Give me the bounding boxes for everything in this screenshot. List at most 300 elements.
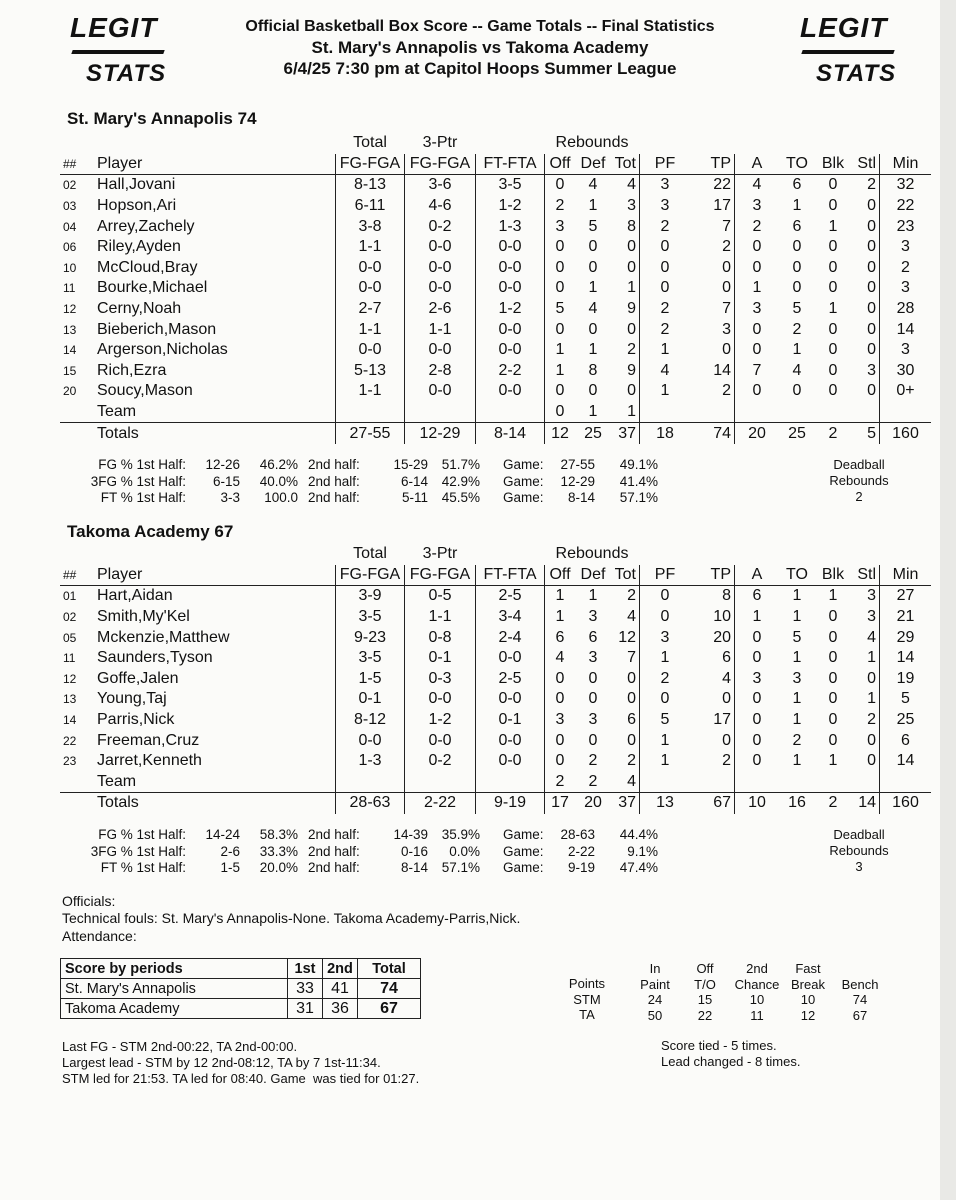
group-header-row [60,133,931,154]
player-number: 20 [63,384,77,399]
shooting-pct-h1: 12-26 [205,457,240,472]
stat-ft: 2-5 [476,669,545,690]
stat-def: 0 [588,690,598,708]
col-ft: FT-FTA [476,154,545,175]
stat-off: 0 [545,319,576,340]
legit-stats-logo-right: LEGIT STATS [800,12,897,87]
stat-a: 0 [735,751,780,772]
total-tot: 37 [611,793,640,814]
stat-min: 22 [880,196,932,217]
stat-tot: 0 [627,382,636,400]
deadball-rebounds-away: Deadball Rebounds 3 [829,827,889,874]
shooting-pct-g: 8-14 [567,490,595,505]
stat-off: 0 [545,669,576,690]
shooting-pct-gp: 47.4% [619,860,658,875]
player-number: 23 [63,754,77,769]
player-row [60,648,931,669]
player-number: 10 [63,260,77,275]
stat-blk: 0 [828,258,838,276]
player-number: 22 [63,733,77,748]
stat-pts: 10 [713,608,731,626]
player-row [60,299,931,320]
stat-min: 6 [880,730,932,751]
stat-to: 2 [792,320,802,338]
stat-min: 14 [880,751,932,772]
total-to: 25 [779,423,815,444]
stat-tot: 0 [627,690,636,708]
shooting-pct-h2l: 2nd half: [308,843,360,859]
stat-to: 0 [792,279,802,297]
player-name: Smith,My'Kel [97,608,190,626]
stat-a: 0 [735,648,780,669]
player-name: Hopson,Ari [97,197,177,215]
stat-a: 1 [735,278,780,299]
stat-tot: 0 [627,238,636,256]
stat-blk: 0 [828,341,838,359]
stat-off: 3 [545,710,576,731]
player-number: 15 [63,363,77,378]
stat-stl: 1 [867,649,876,667]
legit-stats-logo-left: LEGIT STATS [70,12,167,87]
stat-blk: 0 [828,361,838,379]
stat-to: 5 [792,300,802,318]
stat-blk: 0 [828,608,838,626]
stat-to: 1 [792,649,802,667]
in-paint-column: In Paint 24 50 [640,961,670,1023]
stat-ft: 3-4 [476,607,545,628]
stat-min: 3 [880,278,932,299]
stat-blk: 1 [828,587,838,605]
stat-fg: 1-1 [336,319,405,340]
player-name: Hall,Jovani [97,176,176,194]
col-player: Player [94,565,336,586]
stat-fg: 6-11 [336,196,405,217]
stat-tot: 0 [627,731,636,749]
total-a: 20 [735,423,780,444]
col-ft: FT-FTA [476,565,545,586]
stat-stl: 0 [867,217,876,235]
total-tot: 37 [611,423,640,444]
stat-stl: 2 [867,176,876,194]
totals-row [60,793,931,814]
stat-pts: 0 [722,690,731,708]
stat-pf: 5 [640,710,691,731]
stat-min: 14 [880,648,932,669]
col-num: ## [60,565,94,586]
stat-off: 0 [545,278,576,299]
total-to: 16 [779,793,815,814]
stat-pf: 0 [640,258,691,279]
shooting-pct-h2: 15-29 [393,457,428,472]
stat-tp: 0-8 [405,627,476,648]
stat-min: 3 [880,237,932,258]
stat-blk: 0 [828,320,838,338]
stat-to: 0 [792,238,802,256]
col-player: Player [94,154,336,175]
stat-pts: 7 [722,300,731,318]
shooting-pct-label: 3FG % 1st Half: [90,473,186,489]
shooting-pct-h2: 14-39 [393,827,428,842]
stat-pts: 8 [722,587,731,605]
stat-pf: 2 [640,299,691,320]
shooting-pct-h1p: 20.0% [259,860,298,875]
player-row [60,751,931,772]
stat-a: 0 [735,689,780,710]
stat-tp: 2-8 [405,361,476,382]
stat-tot: 9 [627,300,636,318]
score-tied: Score tied - 5 times. [661,1038,777,1053]
stat-blk: 0 [828,238,838,256]
shooting-pct-gp: 9.1% [627,843,658,859]
stat-off: 1 [545,586,576,607]
player-number: 01 [63,589,77,604]
shooting-pct-h2p: 0.0% [449,843,480,859]
shooting-pct-label: 3FG % 1st Half: [90,843,186,859]
stat-fg: 0-0 [336,258,405,279]
stat-def: 3 [588,649,598,667]
stat-a: 3 [735,669,780,690]
player-number: 14 [63,713,77,728]
stat-blk: 0 [828,628,838,646]
stat-fg: 2-7 [336,299,405,320]
player-row [60,689,931,710]
player-number: 13 [63,322,77,337]
col-tp: FG-FGA [405,565,476,586]
team-def: 1 [588,403,598,421]
fast-break-column: Fast Break 10 12 [791,961,825,1023]
last-fg: Last FG - STM 2nd-00:22, TA 2nd-00:00. [62,1039,298,1054]
stat-def: 1 [588,587,598,605]
stat-tot: 4 [627,608,636,626]
shooting-pct-g: 12-29 [560,473,595,489]
player-row [60,278,931,299]
shooting-pct-g: 9-19 [567,860,595,875]
column-header-row [60,565,931,586]
stat-def: 0 [588,258,598,276]
stat-def: 0 [588,669,598,687]
stat-off: 0 [545,237,576,258]
stat-tot: 6 [627,711,636,729]
stat-tp: 1-1 [405,319,476,340]
stat-def: 4 [588,300,598,318]
stat-a: 0 [735,258,780,279]
stat-to: 4 [792,361,802,379]
col-num: ## [60,154,94,175]
shooting-pct-h2l: 2nd half: [308,490,360,505]
stat-ft: 2-5 [476,586,545,607]
stat-def: 5 [588,217,598,235]
stat-def: 0 [588,238,598,256]
shooting-pct-label: FG % 1st Half: [98,827,186,842]
col-min: Min [880,565,932,586]
stat-min: 30 [880,361,932,382]
total-a: 10 [735,793,780,814]
stat-pts: 20 [713,628,731,646]
player-name: Cerny,Noah [97,300,182,318]
stat-ft: 1-3 [476,216,545,237]
shooting-pct-gl: Game: [503,457,544,472]
shooting-pct-gl: Game: [503,490,544,505]
stat-stl: 0 [867,279,876,297]
stat-pf: 3 [640,196,691,217]
shooting-pct-h2p: 51.7% [441,457,480,472]
col-to: TO [779,154,815,175]
team-tot: 4 [627,772,636,790]
stat-to: 0 [792,258,802,276]
stat-def: 8 [588,361,598,379]
stat-fg: 5-13 [336,361,405,382]
col-stl: Stl [851,154,880,175]
stat-to: 5 [792,628,802,646]
stat-to: 1 [792,752,802,770]
col-def: Def [575,154,611,175]
total-tp: 12-29 [405,423,476,444]
total-tp: 2-22 [405,793,476,814]
stat-tot: 2 [627,752,636,770]
totals-label: Totals [94,793,336,814]
stat-tp: 1-2 [405,710,476,731]
stat-fg: 1-1 [336,237,405,258]
shooting-pct-h1: 3-3 [220,490,240,505]
stat-pf: 0 [640,689,691,710]
rebounds-group-label: Rebounds [555,134,629,152]
shooting-pct-h2p: 45.5% [441,490,480,505]
team-def: 2 [588,772,598,790]
stat-pts: 2 [722,382,731,400]
stat-off: 3 [545,216,576,237]
shooting-pct-g: 28-63 [560,827,595,842]
player-name: Freeman,Cruz [97,731,200,749]
col-off: Off [545,154,576,175]
stat-stl: 3 [867,608,876,626]
stat-ft: 3-5 [476,175,545,196]
stat-off: 4 [545,648,576,669]
stat-blk: 0 [828,669,838,687]
col-a: A [735,565,780,586]
total-min: 160 [880,423,932,444]
player-number: 14 [63,343,77,358]
stat-stl: 0 [867,300,876,318]
stat-def: 1 [588,279,598,297]
total-blk: 2 [815,423,851,444]
stat-fg: 1-1 [336,381,405,402]
stat-ft: 0-0 [476,381,545,402]
shooting-pct-label: FT % 1st Half: [100,860,186,875]
stat-off: 5 [545,299,576,320]
player-row [60,627,931,648]
stat-min: 27 [880,586,932,607]
stat-a: 6 [735,586,780,607]
stat-stl: 0 [867,341,876,359]
total-ft: 8-14 [476,423,545,444]
stat-a: 1 [735,607,780,628]
player-row [60,319,931,340]
stat-a: 0 [735,730,780,751]
player-row [60,216,931,237]
stat-pts: 0 [722,279,731,297]
stat-ft: 0-0 [476,258,545,279]
attendance-label: Attendance: [62,928,137,944]
stat-tp: 0-0 [405,340,476,361]
stat-off: 0 [545,751,576,772]
group-header-row [60,544,931,565]
stat-tp: 0-1 [405,648,476,669]
player-row [60,196,931,217]
stat-tot: 8 [627,217,636,235]
stat-a: 0 [735,381,780,402]
player-row [60,586,931,607]
total-stl: 5 [851,423,880,444]
stat-ft: 1-2 [476,196,545,217]
player-number: 04 [63,219,77,234]
team-label: Team [97,403,137,421]
three-point-group-label: 3-Ptr [422,545,458,563]
stat-tp: 0-0 [405,381,476,402]
player-name: Bieberich,Mason [97,320,217,338]
player-row [60,730,931,751]
stat-blk: 0 [828,731,838,749]
total-pts: 67 [690,793,735,814]
bench-column: Bench 74 67 [841,976,879,1023]
shooting-pct-label: FG % 1st Half: [98,457,186,472]
stat-pf: 2 [640,319,691,340]
player-name: Goffe,Jalen [97,669,179,687]
stat-tp: 0-0 [405,730,476,751]
box-score-table-home [60,133,931,444]
shooting-pct-h2l: 2nd half: [308,827,360,842]
stat-a: 3 [735,196,780,217]
shooting-pct-h1: 2-6 [220,843,240,859]
col-tot: Tot [611,154,640,175]
col-stl: Stl [851,565,880,586]
stat-ft: 2-2 [476,361,545,382]
stat-blk: 0 [828,279,838,297]
stat-fg: 1-3 [336,751,405,772]
stat-def: 2 [588,752,598,770]
technical-fouls: Technical fouls: St. Mary's Annapolis-None. Takoma Academy-Parris,Nick. [62,910,521,926]
player-name: Riley,Ayden [97,238,181,256]
total-stl: 14 [851,793,880,814]
shooting-pct-gp: 41.4% [619,473,658,489]
stat-stl: 0 [867,320,876,338]
stat-pf: 1 [640,381,691,402]
stat-tp: 0-0 [405,689,476,710]
stat-stl: 0 [867,731,876,749]
player-name: Parris,Nick [97,711,175,729]
shooting-pct-gp: 49.1% [619,457,658,472]
stat-stl: 3 [867,361,876,379]
stat-stl: 0 [867,238,876,256]
stat-pf: 3 [640,175,691,196]
col-tot: Tot [611,565,640,586]
stat-tp: 2-6 [405,299,476,320]
stat-tp: 0-0 [405,278,476,299]
stat-off: 1 [545,361,576,382]
player-number: 12 [63,302,77,317]
stat-pts: 0 [722,341,731,359]
stat-tot: 2 [627,341,636,359]
stat-def: 1 [588,341,598,359]
paper-edge [940,0,956,1200]
player-number: 13 [63,692,77,707]
col-min: Min [880,154,932,175]
stat-pf: 1 [640,751,691,772]
total-fg: 27-55 [336,423,405,444]
team-rebounds-row [60,772,931,793]
player-name: Jarret,Kenneth [97,752,202,770]
shooting-pct-h2: 5-11 [401,490,428,505]
stat-off: 0 [545,381,576,402]
stat-fg: 3-5 [336,607,405,628]
shooting-pct-h2l: 2nd half: [308,860,360,875]
stat-pf: 4 [640,361,691,382]
player-name: McCloud,Bray [97,258,198,276]
stat-tot: 0 [627,320,636,338]
stat-stl: 1 [867,690,876,708]
total-min: 160 [880,793,932,814]
shooting-pct-g: 2-22 [567,843,595,859]
stat-tp: 0-5 [405,586,476,607]
player-name: Soucy,Mason [97,382,193,400]
stat-ft: 0-0 [476,730,545,751]
stat-ft: 2-4 [476,627,545,648]
col-to: TO [779,565,815,586]
stat-tp: 0-2 [405,751,476,772]
player-row [60,258,931,279]
stat-fg: 3-8 [336,216,405,237]
player-number: 02 [63,178,77,193]
player-row [60,361,931,382]
shooting-pct-h2l: 2nd half: [308,457,360,472]
led-for: STM led for 21:53. TA led for 08:40. Game was tied for 01:27. [62,1071,420,1086]
stat-pf: 0 [640,237,691,258]
stat-pf: 1 [640,730,691,751]
totals-row [60,423,931,444]
stat-pts: 2 [722,752,731,770]
stat-tot: 12 [618,628,636,646]
shooting-pct-h1p: 33.3% [259,843,298,859]
lead-changed: Lead changed - 8 times. [661,1054,801,1069]
officials-label: Officials: [62,893,116,909]
stat-blk: 0 [828,649,838,667]
stat-fg: 0-0 [336,730,405,751]
largest-lead: Largest lead - STM by 12 2nd-08:12, TA by 7 1st-11:34. [62,1055,381,1070]
shooting-pct-gl: Game: [503,860,544,875]
shooting-pct-h1: 14-24 [205,827,240,842]
team-rebounds-row [60,402,931,423]
stat-min: 32 [880,175,932,196]
col-off: Off [545,565,576,586]
stat-ft: 0-0 [476,689,545,710]
stat-min: 23 [880,216,932,237]
total-off: 12 [545,423,576,444]
total-blk: 2 [815,793,851,814]
shooting-pct-gp: 44.4% [619,827,658,842]
column-header-row [60,154,931,175]
stat-fg: 3-5 [336,648,405,669]
stat-stl: 0 [867,382,876,400]
stat-off: 1 [545,340,576,361]
second-chance-column: 2nd Chance 10 11 [734,961,780,1023]
stat-tp: 0-0 [405,237,476,258]
deadball-rebounds-home: Deadball Rebounds 2 [829,457,889,504]
stat-a: 2 [735,216,780,237]
stat-to: 2 [792,731,802,749]
stat-fg: 3-9 [336,586,405,607]
stat-to: 1 [792,690,802,708]
three-point-group-label: 3-Ptr [422,134,458,152]
stat-def: 3 [588,608,598,626]
